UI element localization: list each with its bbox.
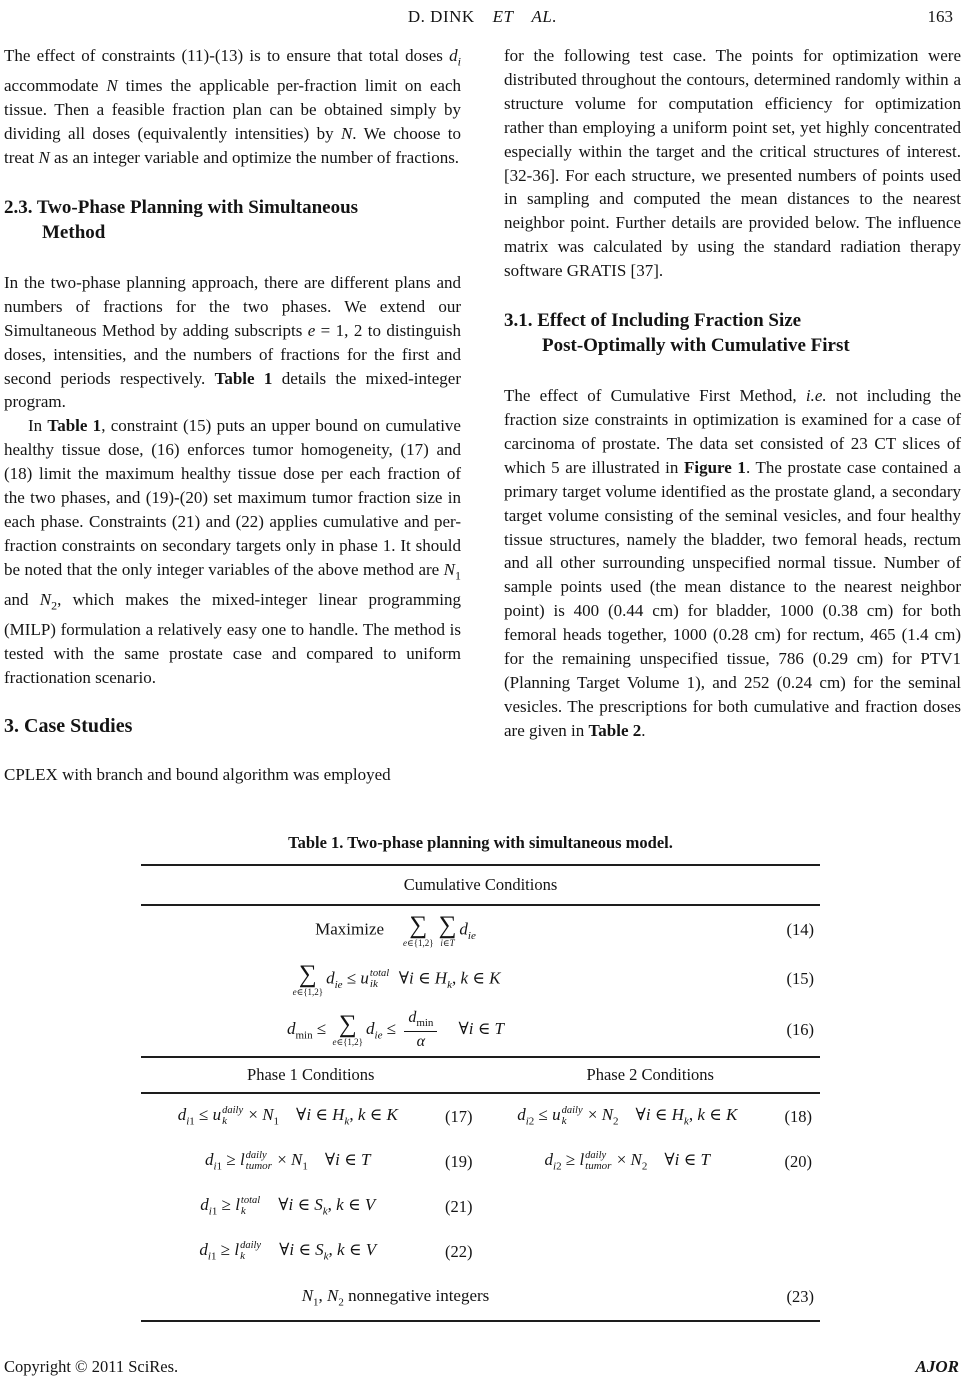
column-left (4, 44, 461, 787)
equation-row-16 (141, 1004, 820, 1056)
phase-header-row (141, 1058, 820, 1092)
table-subheader-cumulative: Cumulative Conditions (403, 875, 558, 894)
paragraph-cumulative-first: The effect of Cumulative First Method, i.e. not including the fraction size constraints in optimization is examined for a case of carcinoma of prostate. The data set consisted of 23 CT slices of which 5 are illustrated in Figure 1. The prostate case contained a primary target volume identified as the prostate gland, a secondary target volume consisting of the seminal vesicles, and four healthy tissue structures, namely the bladder, two femoral heads, rectum and all other surrounding unspecified normal tissue. Number of sample points used (the mean distance to the nearest neighbor point) is 400 (0.44 cm) for bladder, 1000 (0.38 cm) for both femoral heads together, 1000 (0.28 cm) for rectum, 465 (1.4 cm) for the remaining unspecified tissue, 786 (0.29 cm) for PTV1 (Planning Target Volume 1), and 252 (0.24 cm) for the seminal vesicles. The prescriptions for both cumulative and fraction doses are given in Table 2. (504, 386, 961, 740)
table-subheader-phase1: Phase 1 Conditions (247, 1065, 375, 1084)
empty-cell (481, 1229, 821, 1274)
equation-number-17: (17) (445, 1106, 473, 1126)
column-right (504, 44, 961, 743)
equation-21: $d_{i1} \ge l$ total k ∀i ∈ $S_k$, k ∈ V (200, 1195, 376, 1218)
equation-row-19 (141, 1139, 481, 1184)
equation-number-18: (18) (784, 1106, 812, 1126)
phase-equation-row-3 (141, 1184, 820, 1229)
section-heading-3: 3. Case Studies (4, 715, 133, 738)
phase-equation-row-1 (141, 1094, 820, 1139)
equation-15: ∑ e∈{1,2} $d_{ie} \le u$ total ik ∀i ∈ $H_k$, k ∈ K (292, 960, 501, 997)
equation-18: $d_{i2} \le u$ daily k × $N_2$ ∀i ∈ $H_k$, k ∈ K (517, 1105, 738, 1128)
equation-row-21 (141, 1184, 481, 1229)
phase-equation-row-4 (141, 1229, 820, 1274)
equation-number-14: (14) (786, 920, 814, 939)
equation-14: Maximize ∑ e∈{1,2} ∑ i∈T $d_{ie}$ (315, 911, 476, 948)
equation-number-20: (20) (784, 1151, 812, 1171)
table-subheader-phase2: Phase 2 Conditions (586, 1065, 714, 1084)
section-heading-2-3: 2.3. Two-Phase Planning with Simultaneous Method (4, 196, 359, 243)
paragraph-two-phase-intro: In the two-phase planning approach, there are different plans and numbers of fractions for the two phases. We extend our Simultaneous Method by adding subscripts e = 1, 2 to distinguish doses, intensities, and the numbers of fractions for the first and second periods respectively. Table 1 details the mixed-integer program. (4, 272, 461, 412)
equation-number-23: (23) (786, 1287, 814, 1306)
equation-row-14 (141, 906, 820, 954)
equation-number-19: (19) (445, 1151, 473, 1171)
equation-number-16: (16) (786, 1020, 814, 1039)
empty-cell (481, 1184, 821, 1229)
equation-number-15: (15) (786, 969, 814, 988)
equation-23: $N_1$, $N_2$ nonnegative integers (301, 1285, 490, 1309)
equation-20: $d_{i2} \ge l$ daily tumor × $N_2$ ∀i ∈ T (544, 1150, 710, 1173)
page-number: 163 (927, 7, 953, 26)
paragraph-table1-discussion: In Table 1, constraint (15) puts an upper bound on cumulative healthy tissue dose, (16) enforces tumor homogeneity, (17) and (18) limit the maximum healthy tissue dose per each fraction of the two phases, and (19)-(20) set maximum tumor fraction size in each phase. Constraints (21) and (22) applies cumulative and per-fraction constraints on secondary targets only in phase 1. It should be noted that the only integer variables of the above method are $N_1$ and $N_2$, which makes the mixed-integer linear programming (MILP) formulation a relatively easy one to handle. The method is tested with the same prostate case and compared to uniform fractionation scenario. (4, 416, 461, 688)
equation-row-22 (141, 1229, 481, 1274)
equation-number-21: (21) (445, 1196, 473, 1216)
equation-row-17 (141, 1094, 481, 1139)
equation-17: $d_{i1} \le u$ daily k × $N_1$ ∀i ∈ $H_k$, k ∈ K (177, 1105, 398, 1128)
table-1-caption: Table 1. Two-phase planning with simultaneous model. (288, 833, 673, 852)
paragraph-constraints: The effect of constraints (11)-(13) is to ensure that total doses $d_i$ accommodate N times the applicable per-fraction limit on each tissue. Then a feasible fraction plan can be obtained simply by dividing all doses (equivalently intensities) by N. We choose to treat N as an integer variable and optimize the number of fractions. (4, 46, 461, 168)
equation-row-18 (481, 1094, 821, 1139)
equation-19: $d_{i1} \ge l$ daily tumor × $N_1$ ∀i ∈ T (205, 1150, 371, 1173)
equation-16: $d_{min}$ ≤ ∑ e∈{1,2} $d_{ie}$ ≤ $\frac{d_{min}}{\alpha}$ ∀i ∈ T (286, 1008, 504, 1050)
equation-row-20 (481, 1139, 821, 1184)
phase-equation-row-2 (141, 1139, 820, 1184)
table-rule-bottom (141, 1320, 820, 1322)
footer-journal-abbrev: AJOR (915, 1357, 959, 1376)
table-1 (141, 832, 820, 1322)
equation-22: $d_{i1} \ge l$ daily k ∀i ∈ $S_k$, k ∈ V (199, 1240, 377, 1263)
section-heading-3-1: 3.1. Effect of Including Fraction Size Post-Optimally with Cumulative First (504, 310, 850, 357)
equation-number-22: (22) (445, 1241, 473, 1261)
equation-row-23 (141, 1274, 820, 1320)
paragraph-test-case: for the following test case. The points for optimization were distributed throughout the contours, determined randomly within a structure volume for computation efficiency for optimization rather than employing a uniform point set, yet highly concentrated especially within the target and the critical structures of interest. [32-36]. For each structure, we presented numbers of points used in sampling and computed the mean distances to the nearest neighbor point. Further details are provided below. The influence matrix was calculated by using the standard radiation therapy software GRATIS [37]. (504, 46, 961, 281)
footer-copyright: Copyright © 2011 SciRes. (4, 1357, 179, 1376)
equation-row-15 (141, 954, 820, 1004)
paragraph-cplex: CPLEX with branch and bound algorithm was employed (4, 765, 391, 785)
running-head: D. DINK ET AL. (407, 7, 558, 26)
